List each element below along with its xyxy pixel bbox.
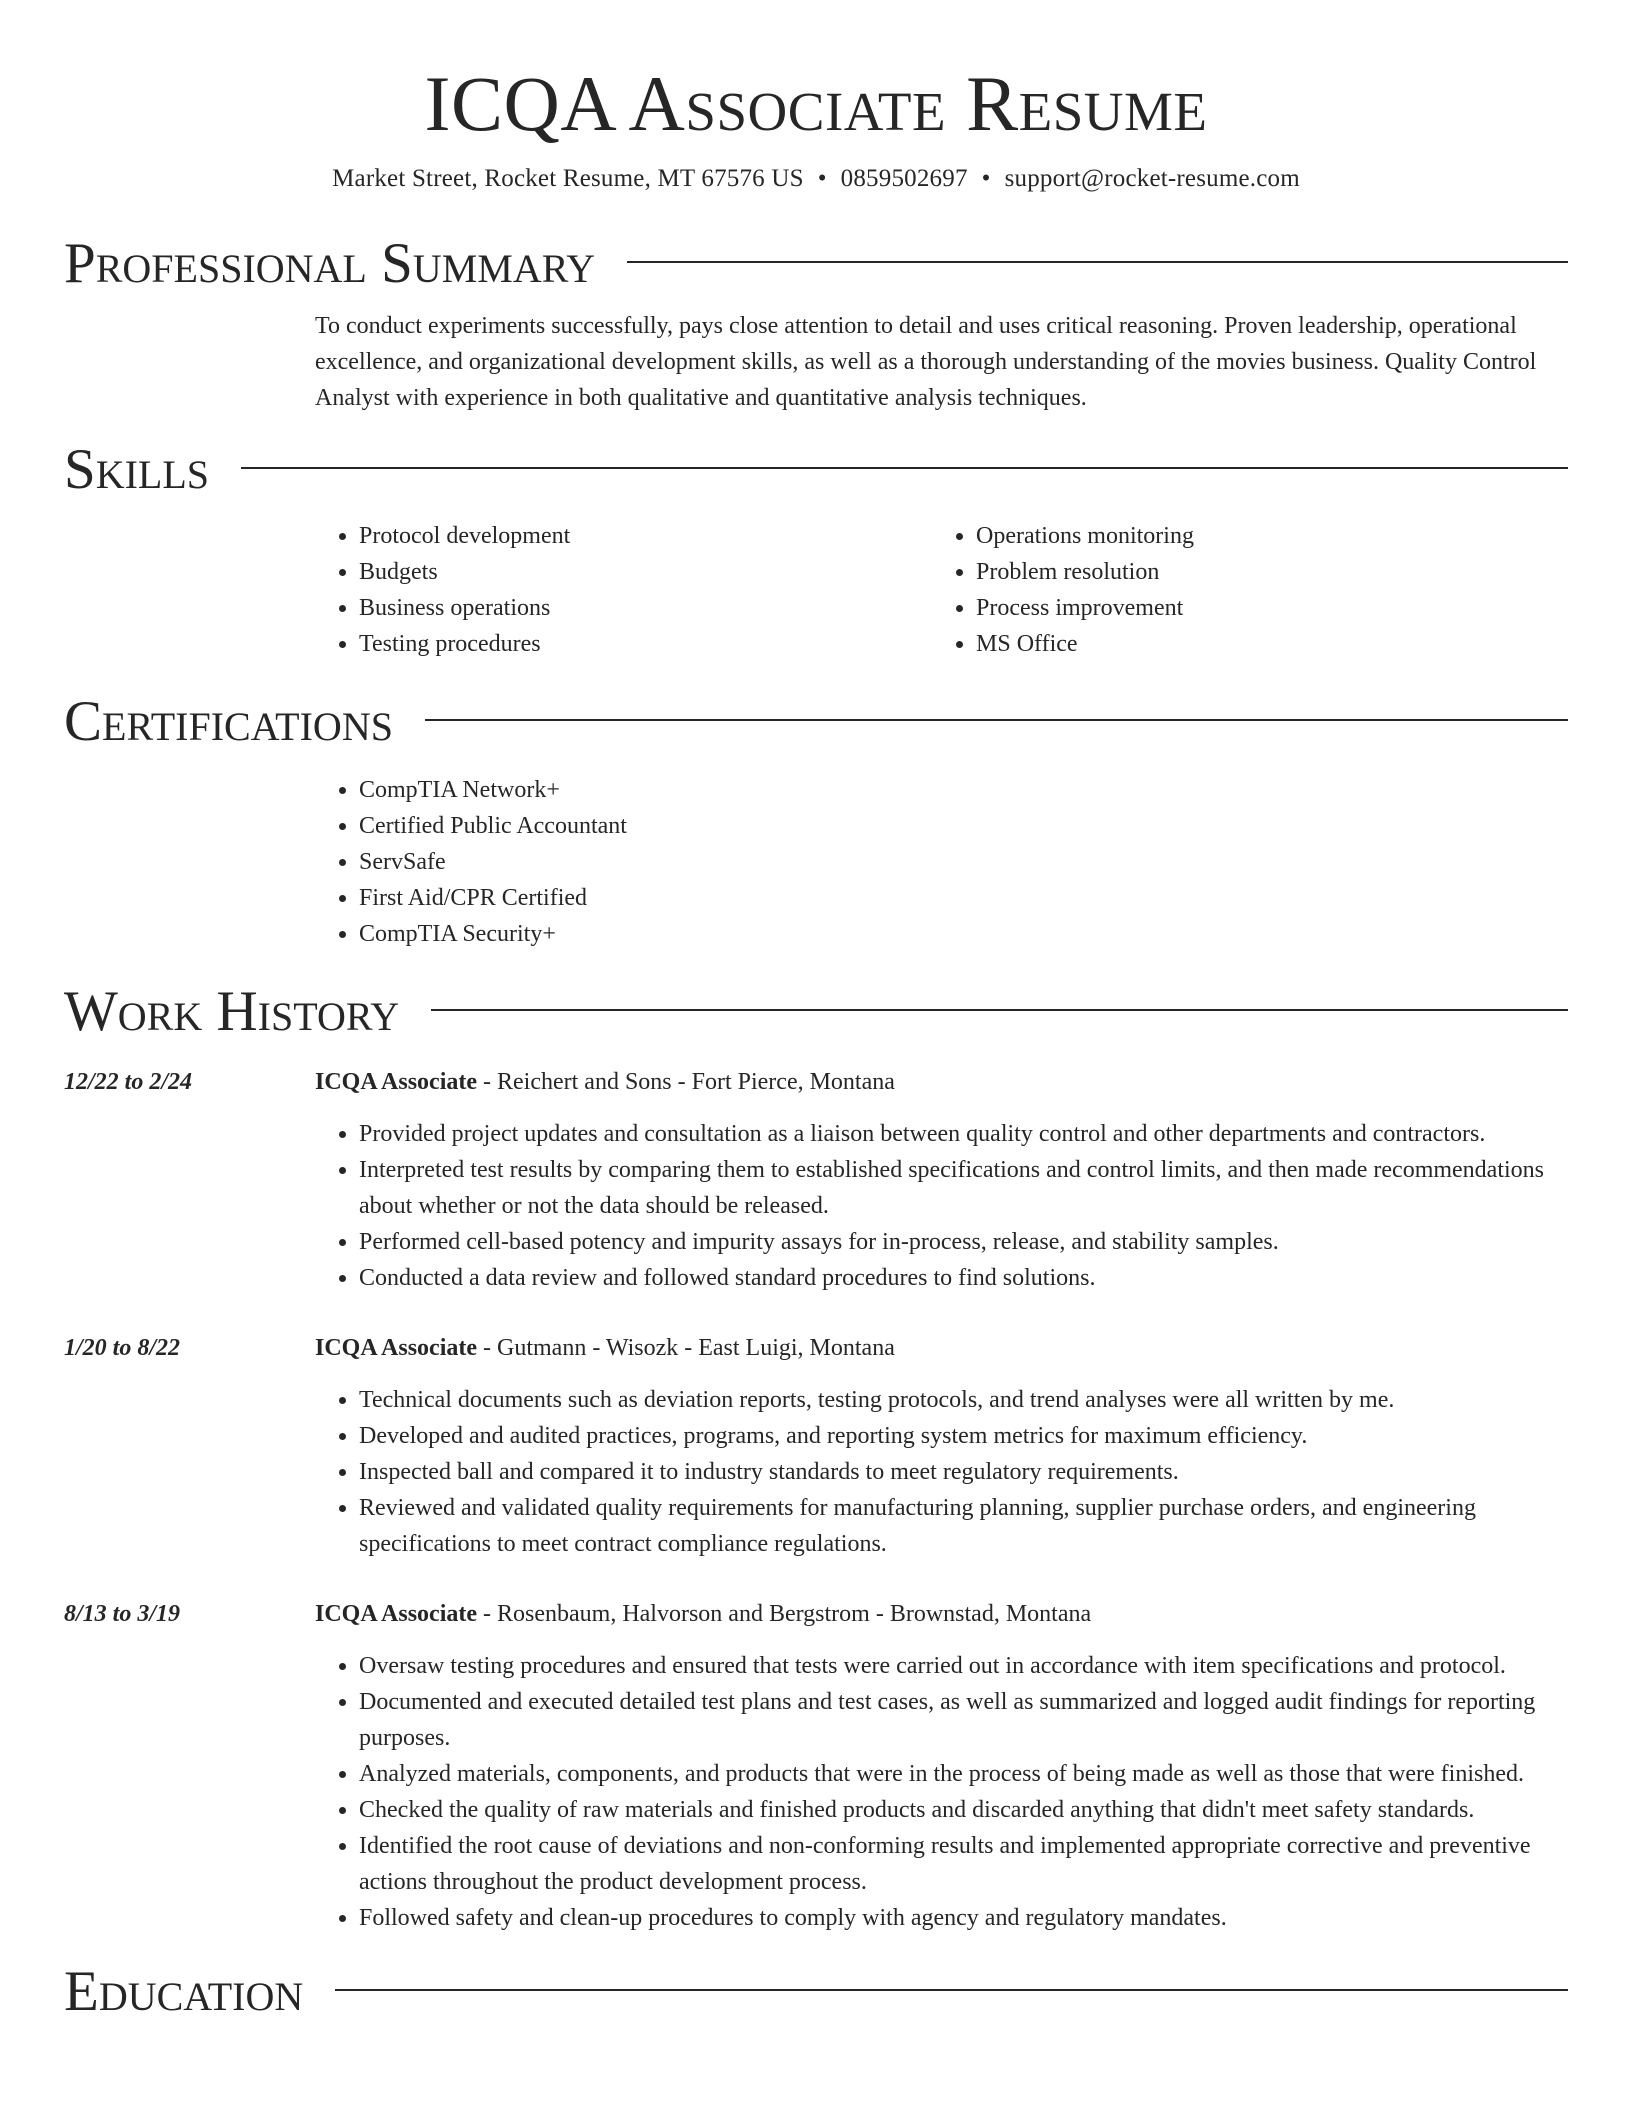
job-bullets [315, 1648, 1568, 1936]
section-divider [241, 467, 1568, 469]
skill-item: • Problem resolution [976, 554, 1549, 590]
job-body [315, 1596, 1568, 1936]
job-details: - Gutmann - Wisozk - East Luigi, Montana [477, 1335, 895, 1361]
skill-item: • Budgets [359, 554, 932, 590]
skills-grid [315, 518, 1568, 662]
skills-section-header [64, 440, 1568, 500]
job-dates: 8/13 to 3/19 [64, 1601, 181, 1627]
job-bullet: • Interpreted test results by comparing them to established specifications and control limits, and then made recommendations about whether or not the data should be released. [359, 1152, 1568, 1224]
certifications-list [315, 772, 1568, 952]
job-bullet: • Developed and audited practices, programs, and reporting system metrics for maximum efficiency. [359, 1418, 1568, 1454]
job-body [315, 1330, 1568, 1562]
section-divider [431, 1009, 1568, 1011]
certifications-section-header [64, 692, 1568, 752]
job-header [315, 1064, 1568, 1100]
work-history-section-header [64, 982, 1568, 1042]
job-bullets [315, 1382, 1568, 1562]
job-role: ICQA Associate [315, 1601, 477, 1627]
certifications-block [315, 772, 1568, 952]
resume-page [64, 0, 1568, 2022]
job-bullet: • Documented and executed detailed test plans and test cases, as well as summarized and logged audit findings for reporting purposes. [359, 1684, 1568, 1756]
contact-phone: 0859502697 [840, 165, 968, 192]
job-bullet: • Provided project updates and consultation as a liaison between quality control and other departments and contractors. [359, 1116, 1568, 1152]
summary-heading: Professional Summary [64, 232, 596, 295]
job-bullet: • Followed safety and clean-up procedures to comply with agency and regulatory mandates. [359, 1900, 1568, 1936]
skills-column-right [932, 518, 1549, 662]
job-bullet: • Performed cell-based potency and impurity assays for in-process, release, and stability samples. [359, 1224, 1568, 1260]
certification-item: • Certified Public Accountant [359, 808, 1568, 844]
contact-line [64, 164, 1568, 194]
job-header [315, 1330, 1568, 1366]
section-divider [335, 1989, 1568, 1991]
job-bullet: • Analyzed materials, components, and products that were in the process of being made as well as those that were finished. [359, 1756, 1568, 1792]
bullet-separator: • [817, 165, 827, 192]
skills-list-left [315, 518, 932, 662]
job-role: ICQA Associate [315, 1069, 477, 1095]
education-heading: Education [64, 1960, 304, 2023]
skill-item: • MS Office [976, 626, 1549, 662]
skill-item: • Operations monitoring [976, 518, 1549, 554]
skills-list-right [932, 518, 1549, 662]
job-entry [64, 1596, 1568, 1936]
work-history-heading: Work History [64, 980, 400, 1043]
job-role: ICQA Associate [315, 1335, 477, 1361]
job-header [315, 1596, 1568, 1632]
section-divider [425, 719, 1568, 721]
resume-title: ICQA Associate Resume [424, 60, 1208, 147]
skills-column-left [315, 518, 932, 662]
job-dates: 1/20 to 8/22 [64, 1335, 181, 1361]
job-bullet: • Reviewed and validated quality requirements for manufacturing planning, supplier purchase orders, and engineering specifications to meet contract compliance regulations. [359, 1490, 1568, 1562]
certification-item: • CompTIA Network+ [359, 772, 1568, 808]
skill-item: • Protocol development [359, 518, 932, 554]
skill-item: • Business operations [359, 590, 932, 626]
certification-item: • CompTIA Security+ [359, 916, 1568, 952]
summary-text: To conduct experiments successfully, pays close attention to detail and uses critical reasoning. Proven leadership, operational excellence, and organizational development skills, as well as a thorough understanding of the movies business. Quality Control Analyst with experience in both qualitative and quantitative analysis techniques. [315, 313, 1537, 411]
contact-email: support@rocket-resume.com [1004, 165, 1300, 192]
section-divider [627, 261, 1568, 263]
job-bullet: • Oversaw testing procedures and ensured that tests were carried out in accordance with item specifications and protocol. [359, 1648, 1568, 1684]
certifications-heading: Certifications [64, 690, 393, 753]
job-entry [64, 1064, 1568, 1296]
skill-item: • Process improvement [976, 590, 1549, 626]
skill-item: • Testing procedures [359, 626, 932, 662]
bullet-separator: • [981, 165, 991, 192]
job-dates: 12/22 to 2/24 [64, 1069, 193, 1095]
certification-item: • ServSafe [359, 844, 1568, 880]
education-section-header [64, 1962, 1568, 2022]
job-bullet: • Identified the root cause of deviations and non-conforming results and implemented appropriate corrective and preventive actions throughout the product development process. [359, 1828, 1568, 1900]
job-bullet: • Technical documents such as deviation reports, testing protocols, and trend analyses were all written by me. [359, 1382, 1568, 1418]
job-body [315, 1064, 1568, 1296]
contact-address: Market Street, Rocket Resume, MT 67576 US [332, 165, 804, 192]
job-details: - Rosenbaum, Halvorson and Bergstrom - Brownstad, Montana [477, 1601, 1092, 1627]
job-bullet: • Conducted a data review and followed standard procedures to find solutions. [359, 1260, 1568, 1296]
certification-item: • First Aid/CPR Certified [359, 880, 1568, 916]
summary-section-header [64, 234, 1568, 294]
job-bullet: • Inspected ball and compared it to industry standards to meet regulatory requirements. [359, 1454, 1568, 1490]
job-entry [64, 1330, 1568, 1562]
job-bullet: • Checked the quality of raw materials and finished products and discarded anything that didn't meet safety standards. [359, 1792, 1568, 1828]
skills-heading: Skills [64, 438, 210, 501]
job-bullets [315, 1116, 1568, 1296]
job-details: - Reichert and Sons - Fort Pierce, Montana [477, 1069, 895, 1095]
